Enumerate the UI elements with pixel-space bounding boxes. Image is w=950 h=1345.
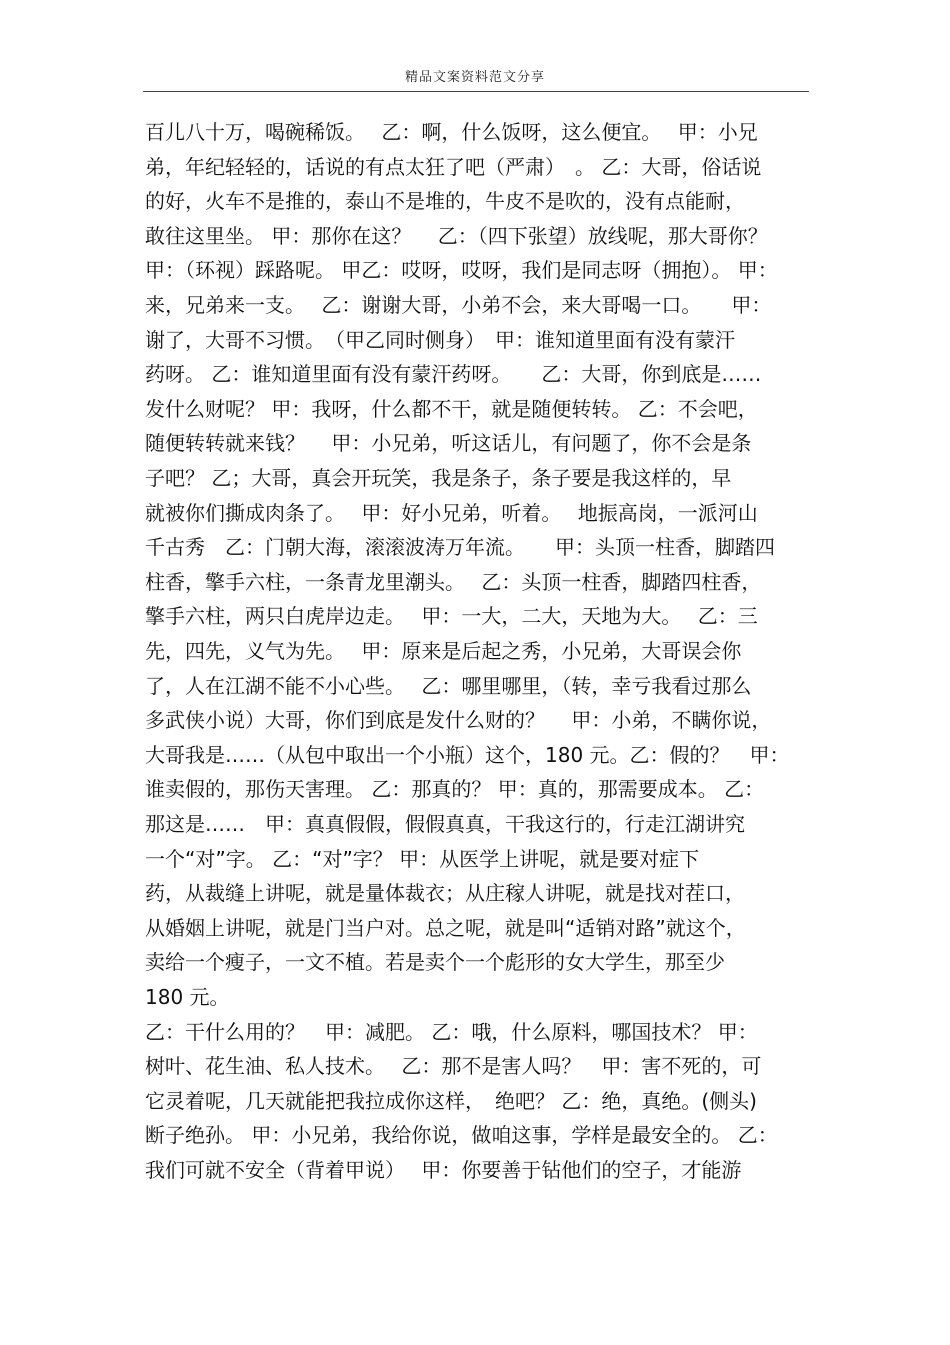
page-header: 精品文案资料范文分享 [404, 70, 545, 85]
header-divider [143, 91, 809, 92]
text-line: 我们可就不安全（背着甲说） 甲：你要善于钻他们的空子，才能游 [145, 1158, 742, 1182]
text-line: 先，四先，义气为先。 甲：原来是后起之秀，小兄弟，大哥误会你 [145, 639, 742, 663]
text-line: 那这是…… 甲：真真假假，假假真真，干我这行的，行走江湖讲究 [145, 812, 745, 836]
text-line: 药呀。 乙：谁知道里面有没有蒙汗药呀。 乙：大哥，你到底是…… [145, 362, 762, 387]
text-line: 弟，年纪轻轻的，话说的有点太狂了吧（严肃） 。 乙：大哥，俗话说 [145, 154, 762, 179]
text-line: 树叶、花生油、私人技术。 乙：那不是害人吗？ 甲：害不死的，可 [145, 1054, 762, 1079]
text-line: 来，兄弟来一支。 乙：谢谢大哥，小弟不会，来大哥喝一口。 甲： [145, 293, 772, 317]
text-line: 谁卖假的，那伤天害理。 乙：那真的？ 甲：真的，那需要成本。 乙： [145, 777, 765, 802]
text-line: 谢了，大哥不习惯。 （甲乙同时侧身） 甲：谁知道里面有没有蒙汗 [145, 327, 735, 352]
text-line: 子吧？ 乙；大哥，真会开玩笑，我是条子，条子要是我这样的，早 [145, 466, 732, 490]
text-line: 了，人在江湖不能不小心些。 乙：哪里哪里，（转，幸亏我看过那么 [145, 673, 752, 698]
text-line: 一个“对”字。 乙：“对”字？ 甲：从医学上讲呢，就是要对症下 [145, 846, 700, 871]
text-line: 大哥我是……（从包中取出一个小瓶）这个，180 元。乙：假的？ 甲： [145, 742, 790, 767]
text-line: 的好，火车不是推的，泰山不是堆的，牛皮不是吹的，没有点能耐， [145, 189, 745, 214]
text-line: 180 元。 [145, 985, 230, 1009]
text-line: 发什么财呢？ 甲：我呀，什么都不干，就是随便转转。 乙：不会吧， [145, 396, 758, 421]
text-line: 乙：干什么用的？ 甲：减肥。 乙：哦，什么原料，哪国技术？ 甲： [145, 1019, 758, 1044]
text-line: 药，从裁缝上讲呢，就是量体裁衣；从庄稼人讲呢，就是找对茬口， [145, 881, 745, 906]
text-line: 擎手六柱，两只白虎岸边走。 甲：一大，二大，天地为大。 乙：三 [145, 604, 758, 629]
text-line: 百儿八十万，喝碗稀饭。 乙：啊，什么饭呀，这么便宜。 甲：小兄 [145, 120, 758, 144]
text-line: 敢往这里坐。 甲：那你在这？ 乙：（四下张望）放线呢，那大哥你？ [145, 223, 768, 248]
text-line: 千古秀 乙：门朝大海，滚滚波涛万年流。 甲：头顶一柱香，脚踏四 [145, 535, 775, 560]
text-line: 它灵着呢，几天就能把我拉成你这样， 绝吧？ 乙：绝，真绝。(侧头) [145, 1088, 757, 1113]
text-line: 甲：（环视）踩路呢。 甲乙：哎呀，哎呀，我们是同志呀（拥抱）。 甲： [145, 258, 778, 283]
text-line: 断子绝孙。 甲：小兄弟，我给你说，做咱这事，学样是最安全的。 乙： [145, 1123, 778, 1148]
text-line: 多武侠小说）大哥，你们到底是发什么财的？ 甲：小弟，不瞒你说， [145, 708, 772, 733]
text-line: 从婚姻上讲呢，就是门当户对。总之呢，就是叫“适销对路”就这个， [145, 915, 746, 940]
text-line: 柱香，擎手六柱，一条青龙里潮头。 乙：头顶一柱香，脚踏四柱香， [145, 569, 762, 594]
text-line: 随便转转就来钱？ 甲：小兄弟，听这话儿，有问题了，你不会是条 [145, 431, 752, 456]
text-line: 卖给一个瘦子，一文不植。若是卖个一个彪形的女大学生，那至少 [145, 950, 725, 975]
text-line: 就被你们撕成肉条了。 甲：好小兄弟，听着。 地振高岗，一派河山 [145, 500, 758, 525]
